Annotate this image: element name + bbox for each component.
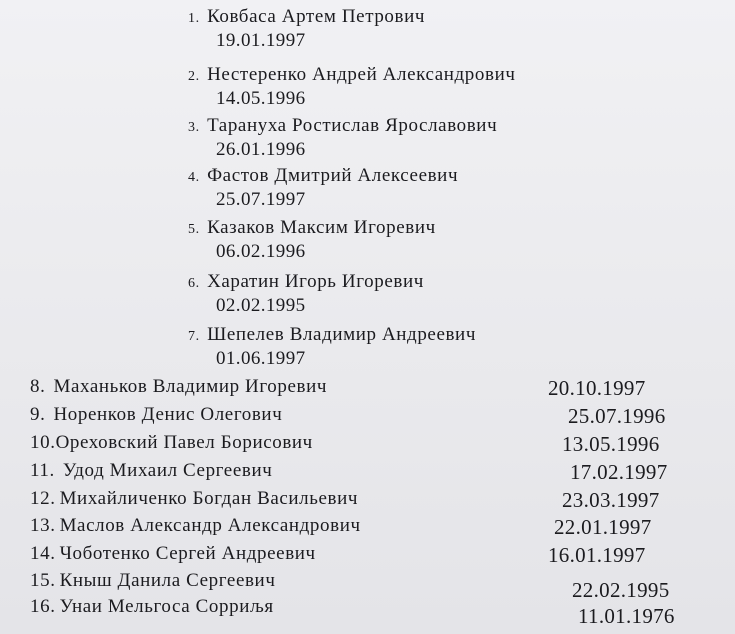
full-name: Маханьков Владимир Игоревич — [53, 376, 328, 397]
full-name: Чоботенко Сергей Андреевич — [59, 543, 316, 564]
name-line — [30, 404, 282, 426]
full-name: Кныш Данила Сергеевич — [59, 570, 276, 591]
full-name: Удод Михаил Сергеевич — [62, 460, 273, 481]
item-number: 14. — [30, 543, 56, 564]
birth-date: 13.05.1996 — [562, 432, 660, 456]
list-item — [0, 159, 735, 217]
name-line — [30, 488, 358, 510]
list-item — [0, 566, 735, 602]
name-line — [30, 570, 276, 592]
birth-date: 22.02.1995 — [572, 578, 670, 602]
birth-date: 25.07.1997 — [216, 189, 306, 210]
item-number: 3. — [188, 120, 200, 135]
full-name: Фастов Дмитрий Алексеевич — [207, 165, 459, 186]
list-item — [0, 428, 735, 456]
full-name: Норенков Денис Олегович — [53, 404, 283, 425]
list-item — [0, 318, 735, 376]
birth-date: 01.06.1997 — [216, 348, 306, 369]
list-item — [0, 511, 735, 539]
item-number: 2. — [188, 69, 200, 84]
list-item — [0, 400, 735, 428]
full-name: Ковбаса Артем Петрович — [207, 6, 426, 27]
item-number: 9. — [30, 404, 46, 425]
full-name: Ореховский Павел Борисович — [55, 432, 313, 453]
item-number: 10. — [30, 432, 56, 453]
name-line — [188, 271, 424, 293]
list-item — [0, 58, 735, 116]
list-item — [0, 592, 735, 628]
item-number: 5. — [188, 222, 200, 237]
item-number: 1. — [188, 11, 200, 26]
full-name: Казаков Максим Игоревич — [207, 217, 436, 238]
birth-date: 26.01.1996 — [216, 139, 306, 160]
full-name: Михайличенко Богдан Васильевич — [59, 488, 359, 509]
birth-date: 22.01.1997 — [554, 515, 652, 539]
birth-date: 20.10.1997 — [548, 376, 646, 400]
birth-date: 19.01.1997 — [216, 30, 306, 51]
birth-date: 11.01.1976 — [578, 604, 675, 628]
name-line — [30, 596, 274, 618]
name-line — [188, 165, 458, 187]
full-name: Шепелев Владимир Андреевич — [207, 324, 476, 345]
name-line — [30, 432, 313, 454]
item-number: 12. — [30, 488, 56, 509]
item-number: 13. — [30, 515, 56, 536]
full-name: Унаи Мельгоса Сорриљя — [59, 596, 274, 617]
name-line — [30, 376, 327, 398]
birth-date: 25.07.1996 — [568, 404, 666, 428]
name-line — [188, 6, 425, 28]
full-name: Харатин Игорь Игоревич — [207, 271, 424, 292]
item-number: 6. — [188, 276, 200, 291]
list-item — [0, 484, 735, 512]
name-line — [188, 64, 516, 86]
full-name: Нестеренко Андрей Александрович — [207, 64, 516, 85]
birth-date: 02.02.1995 — [216, 295, 306, 316]
item-number: 4. — [188, 170, 200, 185]
full-name: Маслов Александр Александрович — [59, 515, 361, 536]
name-line — [188, 324, 476, 346]
name-line — [30, 543, 316, 565]
name-line — [188, 217, 436, 239]
name-line — [30, 515, 361, 537]
item-number: 8. — [30, 376, 46, 397]
list-item — [0, 0, 735, 58]
item-number: 16. — [30, 596, 56, 617]
full-name: Тарануха Ростислав Ярославович — [207, 115, 498, 136]
item-number: 15. — [30, 570, 56, 591]
list-item — [0, 539, 735, 567]
item-number: 7. — [188, 329, 200, 344]
list-item — [0, 211, 735, 269]
list-item — [0, 456, 735, 484]
name-line — [30, 460, 272, 482]
birth-date: 17.02.1997 — [570, 460, 668, 484]
list-item — [0, 265, 735, 323]
birth-date: 14.05.1996 — [216, 88, 306, 109]
birth-date: 06.02.1996 — [216, 241, 306, 262]
birth-date: 23.03.1997 — [562, 488, 660, 512]
name-line — [188, 115, 497, 137]
item-number: 11. — [30, 460, 55, 481]
birth-date: 16.01.1997 — [548, 543, 646, 567]
list-item — [0, 372, 735, 400]
